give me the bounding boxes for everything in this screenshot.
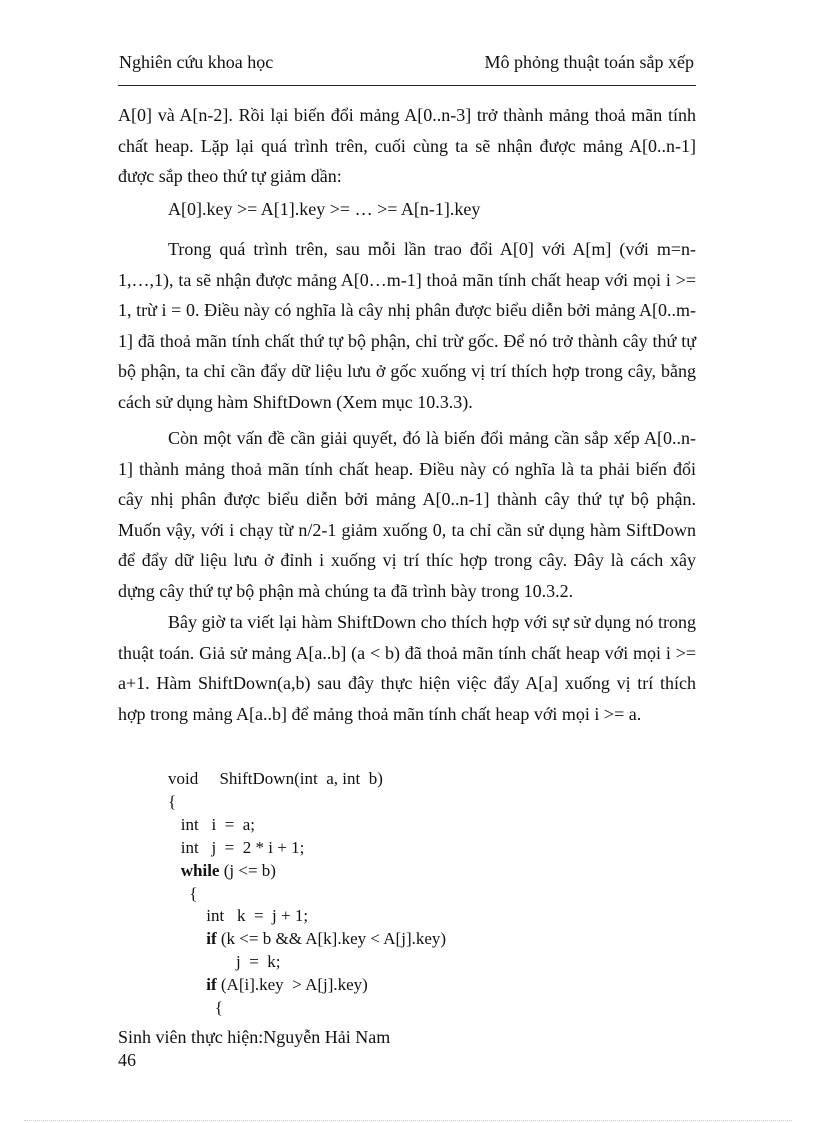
paragraph-3-text: Còn một vấn đề cần giải quyết, đó là biến đổi mảng cần sắp xếp A[0..n-1] thành mảng thoả mãn tính chất heap. Điều này có nghĩa là ta phải biến đổi cây nhị phân được biểu diễn bởi mảng A[0..n-1] thành cây thứ tự bộ phận. Muốn vậy, với i chạy từ n/2-1 giảm xuống 0, ta chỉ cần sử dụng hàm SiftDown để đẩy dữ liệu lưu ở đỉnh i xuống vị trí thíc hợp trong cây. Đây là cách xây dựng cây thứ tự bộ phận mà chúng ta đã trình bày trong 10.3.2.	[118, 428, 696, 601]
code-line: int j = 2 * i + 1;	[168, 837, 305, 857]
header-right-title: Mô phỏng thuật toán sắp xếp	[484, 52, 694, 72]
shiftdown-code-listing	[168, 768, 446, 1020]
code-line	[168, 928, 446, 951]
code-keyword: if	[206, 929, 217, 949]
code-line: j = k;	[168, 952, 281, 972]
header-left-title: Nghiên cứu khoa học	[119, 52, 274, 72]
code-line: int k = j + 1;	[168, 906, 309, 926]
paragraph-4-text: Bây giờ ta viết lại hàm ShiftDown cho thích hợp với sự sử dụng nó trong thuật toán. Giả sử mảng A[a..b] (a < b) đã thoả mãn tính chất heap với mọi i >= a+1. Hàm ShiftDown(a,b) sau đây thực hiện việc đẩy A[a] xuống vị trí thích hợp trong mảng A[a..b] để mảng thoả mãn tính chất heap với mọi i >= a.	[118, 612, 696, 724]
paragraph-2	[118, 234, 696, 417]
code-line: int i = a;	[168, 814, 256, 834]
page-number: 46	[118, 1050, 136, 1070]
code-line: {	[168, 883, 198, 903]
header-divider	[118, 85, 696, 86]
code-line	[168, 974, 446, 997]
paragraph-1-text: A[0] và A[n-2]. Rồi lại biến đổi mảng A[0..n-3] trở thành mảng thoả mãn tính chất heap. Lặp lại quá trình trên, cuối cùng ta sẽ nhận được mảng A[0..n-1] được sắp theo thứ tự giảm dần:	[118, 105, 696, 186]
sorted-order-formula: A[0].key >= A[1].key >= … >= A[n-1].key	[168, 199, 481, 219]
footer-author: Sinh viên thực hiện:Nguyễn Hải Nam	[118, 1027, 391, 1047]
code-keyword: if	[206, 975, 217, 995]
code-text: (j <= b)	[219, 860, 276, 880]
page-bottom-rule	[24, 1120, 792, 1121]
paragraph-3	[118, 423, 696, 606]
code-line: {	[168, 791, 177, 811]
paragraph-2-text: Trong quá trình trên, sau mỗi lần trao đổi A[0] với A[m] (với m=n-1,…,1), ta sẽ nhận được mảng A[0…m-1] thoả mãn tính chất heap với mọi i >= 1, trừ i = 0. Điều này có nghĩa là cây nhị phân được biểu diễn bởi mảng A[0..m-1] đã thoả mãn tính chất thứ tự bộ phận, chỉ trừ gốc. Để nó trở thành cây thứ tự bộ phận, ta chỉ cần đẩy dữ liệu lưu ở gốc xuống vị trí thích hợp trong cây, bằng cách sử dụng hàm ShiftDown (Xem mục 10.3.3).	[118, 239, 696, 412]
code-line: void ShiftDown(int a, int b)	[168, 769, 383, 788]
code-text: (A[i].key > A[j].key)	[216, 975, 368, 995]
paragraph-1	[118, 100, 696, 192]
code-text: (k <= b && A[k].key < A[j].key)	[216, 929, 447, 949]
code-line: {	[168, 998, 223, 1018]
code-keyword: while	[180, 860, 220, 880]
paragraph-4	[118, 607, 696, 729]
code-line	[168, 860, 446, 883]
